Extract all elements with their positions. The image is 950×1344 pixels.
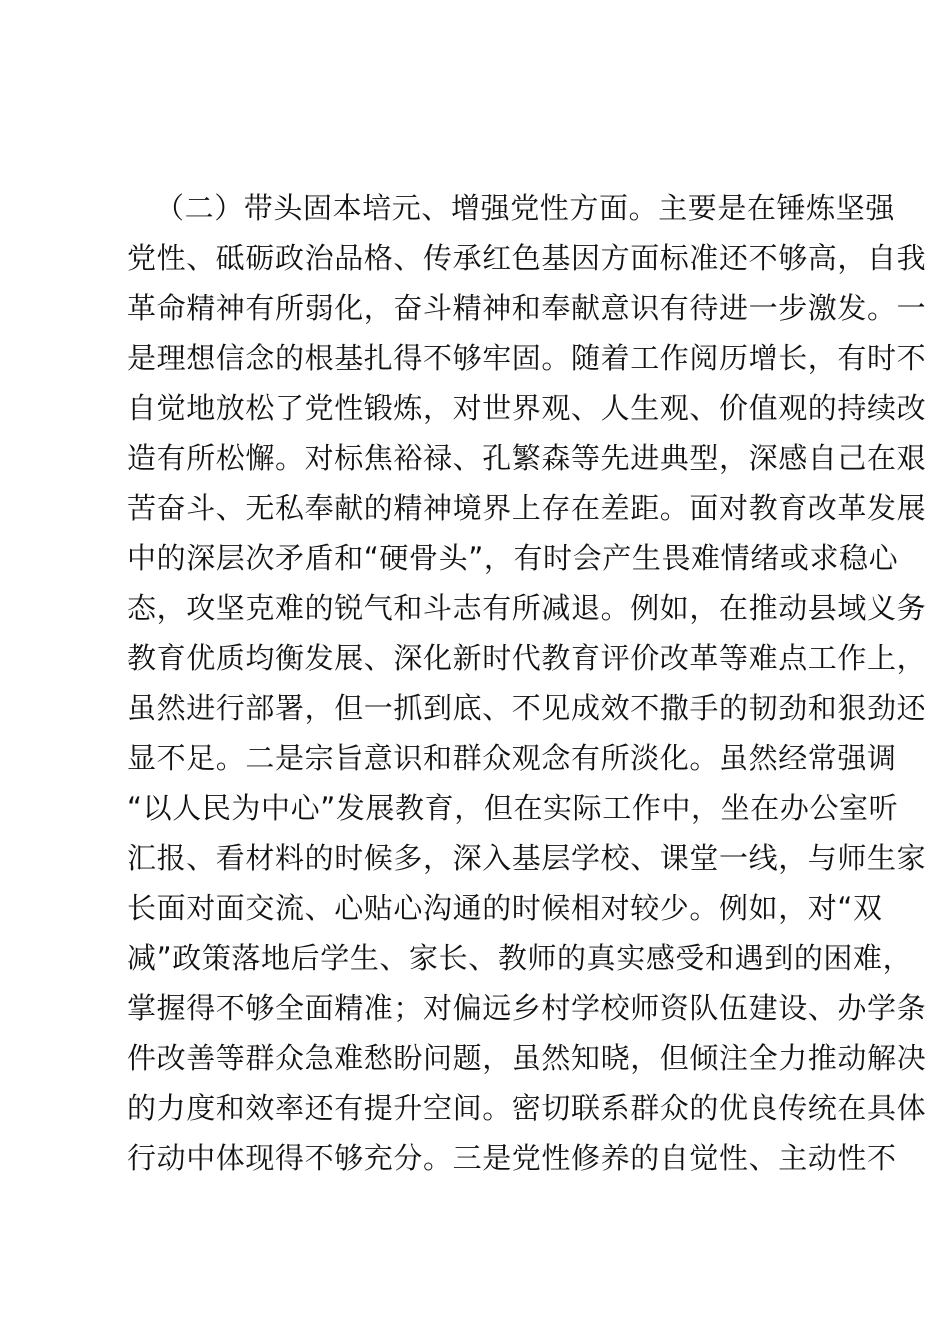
- text-line: 行动中体现得不够充分。三是党性修养的自觉性、主动性不: [127, 1141, 897, 1175]
- text-line: “以人民为中心”发展教育，但在实际工作中，坐在办公室听: [127, 791, 899, 825]
- text-line: 汇报、看材料的时候多，深入基层学校、课堂一线，与师生家: [127, 841, 927, 875]
- text-line: 苦奋斗、无私奉献的精神境界上存在差距。面对教育改革发展: [127, 491, 927, 525]
- text-line: 教育优质均衡发展、深化新时代教育评价改革等难点工作上，: [127, 641, 927, 675]
- text-line: 是理想信念的根基扎得不够牢固。随着工作阅历增长，有时不: [127, 341, 927, 375]
- text-line: 虽然进行部署，但一抓到底、不见成效不撒手的韧劲和狠劲还: [127, 691, 927, 725]
- text-line: 革命精神有所弱化，奋斗精神和奉献意识有待进一步激发。一: [127, 291, 927, 325]
- text-line: 自觉地放松了党性锻炼，对世界观、人生观、价值观的持续改: [127, 391, 927, 425]
- text-line: 显不足。二是宗旨意识和群众观念有所淡化。虽然经常强调: [127, 741, 897, 775]
- text-line: 掌握得不够全面精准；对偏远乡村学校师资队伍建设、办学条: [127, 991, 927, 1025]
- text-line: 造有所松懈。对标焦裕禄、孔繁森等先进典型，深感自己在艰: [127, 441, 927, 475]
- text-line: 党性、砥砺政治品格、传承红色基因方面标准还不够高，自我: [127, 241, 927, 275]
- text-line: 态，攻坚克难的锐气和斗志有所减退。例如，在推动县域义务: [127, 591, 927, 625]
- text-line: 长面对面交流、心贴心沟通的时候相对较少。例如，对“双: [127, 891, 883, 925]
- text-line: 减”政策落地后学生、家长、教师的真实感受和遇到的困难，: [127, 941, 913, 975]
- text-line: 的力度和效率还有提升空间。密切联系群众的优良传统在具体: [127, 1091, 927, 1125]
- paragraph-first-line: （二）带头固本培元、增强党性方面。主要是在锤炼坚强: [155, 191, 896, 225]
- text-line: 件改善等群众急难愁盼问题，虽然知晓，但倾注全力推动解决: [127, 1041, 927, 1075]
- text-line: 中的深层次矛盾和“硬骨头”，有时会产生畏难情绪或求稳心: [127, 541, 899, 575]
